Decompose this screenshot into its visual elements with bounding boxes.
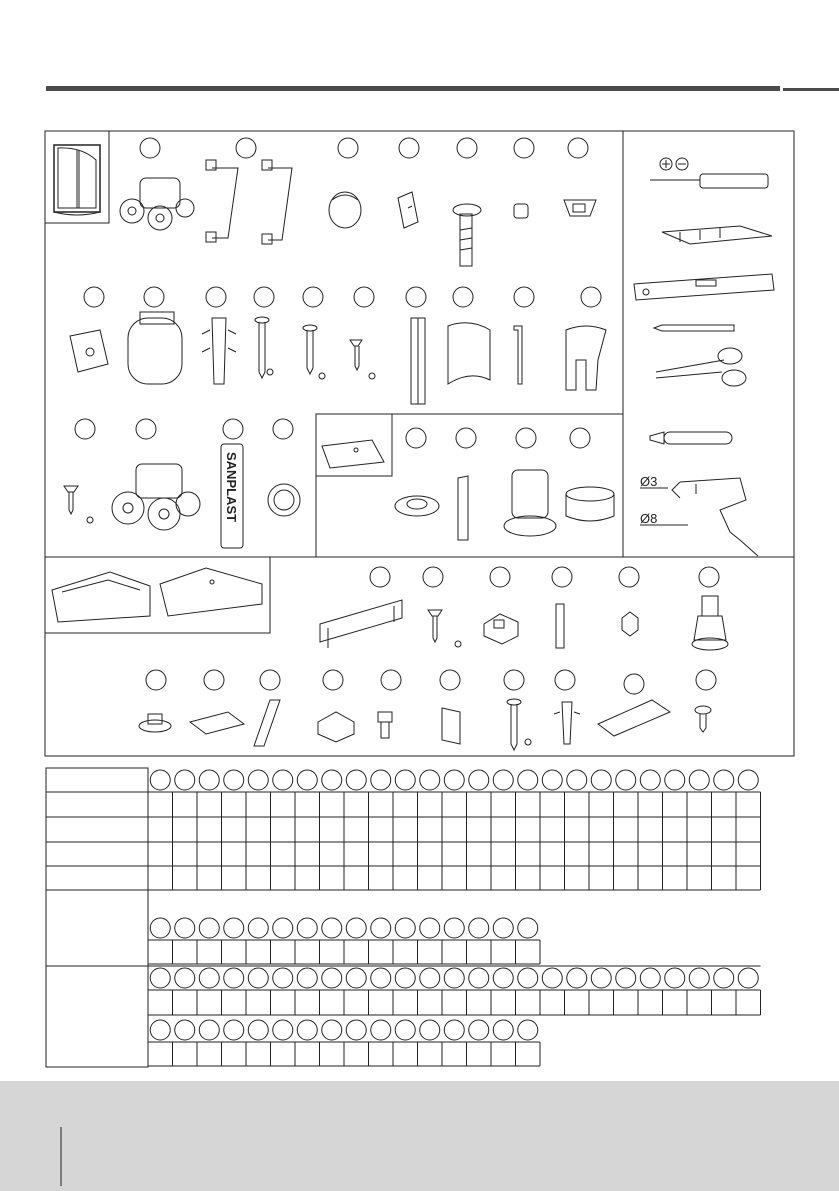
table-header-circle <box>395 968 415 988</box>
table-header-circle <box>469 968 489 988</box>
part-number-circle <box>696 670 716 690</box>
table-header-circle <box>738 770 758 790</box>
table-header-circle <box>322 918 342 938</box>
table-header-circle <box>150 770 170 790</box>
part-number-circle <box>581 287 601 307</box>
table-header-circle <box>665 770 685 790</box>
profile-channel-icon <box>320 600 402 648</box>
part-number-circle <box>457 138 477 158</box>
table-header-circle <box>224 1020 244 1040</box>
scissors-icon <box>656 348 746 386</box>
brand-sticker <box>221 444 243 548</box>
table-header-circle <box>150 918 170 938</box>
screwdriver-icon <box>650 158 768 188</box>
table-header-circle <box>469 1020 489 1040</box>
table-header-circle <box>420 968 440 988</box>
bathtub-icon <box>52 572 150 622</box>
part-number-circle <box>260 670 280 690</box>
drill-bit-small-label: Ø3 <box>640 474 658 489</box>
table-header-circle <box>199 1020 219 1040</box>
bracket-icon <box>564 200 596 216</box>
drill-icon <box>640 478 758 556</box>
long-screw-icon <box>255 317 273 378</box>
handle-left-icon <box>206 160 238 242</box>
table-header-circle <box>248 1020 268 1040</box>
table-header-circle <box>469 918 489 938</box>
roller-assembly-icon <box>120 178 194 230</box>
table-header-circle <box>420 1020 440 1040</box>
table-header-circle <box>616 770 636 790</box>
stud-icon <box>556 604 564 648</box>
bolt-icon <box>453 204 481 266</box>
hex-bolt-icon <box>378 712 392 738</box>
table-header-circle <box>640 770 660 790</box>
double-roller-icon <box>112 464 200 530</box>
part-number-circle <box>624 674 644 694</box>
table-header-circle <box>689 770 709 790</box>
part-number-circle <box>204 670 224 690</box>
part-number-circle <box>619 567 639 587</box>
part-number-circle <box>323 670 343 690</box>
angle-plate-icon <box>442 708 460 744</box>
table-header-circle <box>371 770 391 790</box>
fixing-screw-icon <box>428 610 461 647</box>
part-number-circle <box>423 567 443 587</box>
hex-key-icon <box>514 326 522 384</box>
table-header-circle <box>444 1020 464 1040</box>
table-header-circle <box>518 770 538 790</box>
table-header-circle <box>469 770 489 790</box>
table-header-circle <box>175 770 195 790</box>
short-screw-icon <box>350 340 375 379</box>
part-number-circle <box>84 287 104 307</box>
shower-tray-large-icon <box>160 568 262 616</box>
roller-cover-icon <box>128 312 182 384</box>
part-number-circle <box>354 287 374 307</box>
part-number-circle <box>570 428 590 448</box>
table-header-circle <box>444 918 464 938</box>
table-header-circle <box>493 770 513 790</box>
corner-block-icon <box>484 614 518 644</box>
curved-cover-icon <box>448 323 490 384</box>
shower-tray-icon <box>322 440 384 468</box>
table-header-circle <box>395 770 415 790</box>
part-number-circle <box>146 670 166 690</box>
folding-rule-icon <box>662 226 772 244</box>
part-number-circle <box>144 287 164 307</box>
foot-base-icon <box>139 714 171 732</box>
table-header-circle <box>322 1020 342 1040</box>
ring-seal-icon <box>268 484 300 516</box>
hex-nut-icon <box>622 612 638 636</box>
table-header-circle <box>175 918 195 938</box>
medium-screw-icon <box>303 325 325 379</box>
footer-band <box>0 1081 839 1191</box>
table-header-circle <box>297 1020 317 1040</box>
table-header-circle <box>493 968 513 988</box>
seal-profile-icon <box>411 318 425 404</box>
table-header-circle <box>199 918 219 938</box>
table-header-circle <box>199 770 219 790</box>
pencil-icon <box>654 325 734 331</box>
leg-rod-icon <box>254 700 280 746</box>
part-number-circle <box>223 419 243 439</box>
table-header-circle <box>297 918 317 938</box>
table-header-circle <box>371 918 391 938</box>
part-number-circle <box>440 670 460 690</box>
brand-label: SANPLAST <box>224 452 239 523</box>
part-number-circle <box>406 287 426 307</box>
table-header-circle <box>248 918 268 938</box>
table-header-circle <box>714 770 734 790</box>
spirit-level-icon <box>634 274 774 300</box>
table-header-circle <box>567 968 587 988</box>
table-header-circle <box>273 770 293 790</box>
table-header-circle <box>714 968 734 988</box>
shower-enclosure-icon <box>54 145 100 215</box>
sleeve-ring-icon <box>566 487 614 521</box>
part-number-circle <box>206 287 226 307</box>
table-header-circle <box>420 918 440 938</box>
table-header-circle <box>591 770 611 790</box>
table-header-circle <box>518 918 538 938</box>
nut-small-icon <box>514 204 528 218</box>
table-header-circle <box>591 968 611 988</box>
part-number-circle <box>140 138 160 158</box>
table-header-circle <box>518 1020 538 1040</box>
table-header-circle <box>444 968 464 988</box>
wrench-icon <box>650 432 732 444</box>
table-header-circle <box>273 968 293 988</box>
part-number-circle <box>303 287 323 307</box>
table-header-circle <box>297 770 317 790</box>
part-number-circle <box>406 428 426 448</box>
table-header-circle <box>346 968 366 988</box>
table-header-circle <box>542 770 562 790</box>
table-header-circle <box>518 968 538 988</box>
lock-nut-icon <box>395 496 439 516</box>
table-header-circle <box>224 918 244 938</box>
table-header-circle <box>273 1020 293 1040</box>
clip-icon <box>398 192 418 228</box>
part-number-circle <box>504 670 524 690</box>
table-header-circle <box>346 770 366 790</box>
table-header-circle <box>395 1020 415 1040</box>
table-header-circle <box>371 1020 391 1040</box>
table-label-column <box>46 768 148 1067</box>
parts-table <box>46 768 761 1067</box>
table-header-circle <box>346 918 366 938</box>
part-number-circle <box>338 138 358 158</box>
table-header-circle <box>346 1020 366 1040</box>
table-header-circle <box>542 968 562 988</box>
part-number-circle <box>370 567 390 587</box>
table-header-circle <box>248 770 268 790</box>
table-header-circle <box>175 968 195 988</box>
mounting-bracket-icon <box>190 712 244 734</box>
table-header-circle <box>322 770 342 790</box>
table-header-circle <box>493 1020 513 1040</box>
table-header-circle <box>738 968 758 988</box>
clamp-block-icon <box>318 712 354 742</box>
table-header-circle <box>665 968 685 988</box>
part-number-circle <box>381 670 401 690</box>
cap-icon <box>329 192 361 228</box>
anchor-screw-icon <box>507 699 531 750</box>
part-number-circle <box>453 287 473 307</box>
header-rule <box>46 86 780 91</box>
table-header-circle <box>444 770 464 790</box>
table-header-circle <box>322 968 342 988</box>
part-number-circle <box>273 419 293 439</box>
part-number-circle <box>254 287 274 307</box>
part-number-circle <box>490 567 510 587</box>
part-number-circle <box>456 428 476 448</box>
part-number-circle <box>399 138 419 158</box>
adjustable-foot-icon <box>692 596 728 650</box>
table-header-circle <box>689 968 709 988</box>
drill-bit-large-label: Ø8 <box>640 511 658 526</box>
part-number-circle <box>514 138 534 158</box>
part-number-circle <box>514 287 534 307</box>
table-header-circle <box>224 968 244 988</box>
table-header-circle <box>199 968 219 988</box>
clamp-icon <box>566 326 606 390</box>
part-number-circle <box>75 419 95 439</box>
stopper-icon <box>70 330 108 372</box>
header-rule-tail <box>783 88 839 91</box>
table-header-circle <box>273 918 293 938</box>
table-header-circle <box>420 770 440 790</box>
table-header-circle <box>175 1020 195 1040</box>
table-header-circle <box>150 968 170 988</box>
part-number-circle <box>699 567 719 587</box>
table-header-circle <box>371 968 391 988</box>
part-number-circle <box>552 567 572 587</box>
part-number-circle <box>555 670 575 690</box>
tray-support-icon <box>598 700 670 736</box>
threaded-rod-icon <box>458 476 468 540</box>
siphon-icon <box>504 470 556 536</box>
table-header-circle <box>395 918 415 938</box>
table-header-circle <box>493 918 513 938</box>
table-header-circle <box>640 968 660 988</box>
table-header-circle <box>248 968 268 988</box>
tiny-screw-icon <box>64 486 93 523</box>
part-number-circle <box>516 428 536 448</box>
wall-plug-icon <box>202 318 236 384</box>
handle-right-icon <box>262 160 292 244</box>
wall-plug-small-icon <box>554 702 580 744</box>
part-number-circle <box>136 419 156 439</box>
part-number-circle <box>236 138 256 158</box>
pan-screw-icon <box>695 706 711 732</box>
table-header-circle <box>567 770 587 790</box>
table-header-circle <box>224 770 244 790</box>
part-number-circle <box>568 138 588 158</box>
table-header-circle <box>150 1020 170 1040</box>
table-header-circle <box>297 968 317 988</box>
table-header-circle <box>616 968 636 988</box>
